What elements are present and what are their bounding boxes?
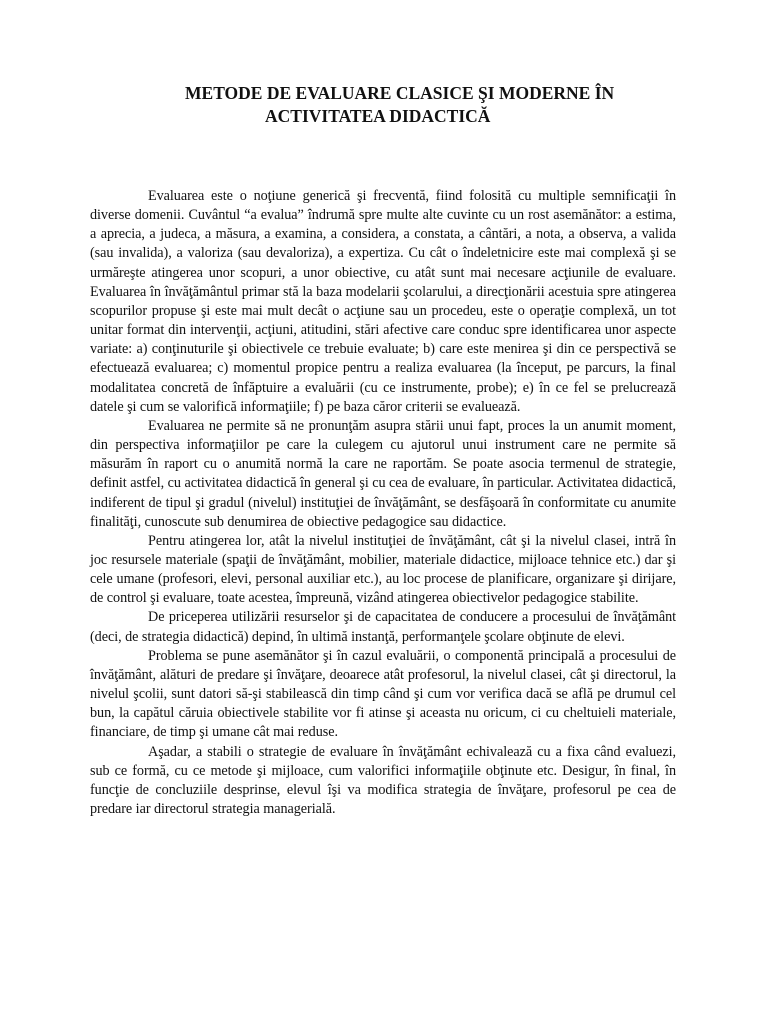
document-title: [185, 82, 655, 128]
paragraph: Problema se pune asemănător şi în cazul evaluării, o componentă principală a procesului de învăţământ, alături de predare şi învăţare, deoarece atât profesorul, la nivelul clasei, cât şi directorul, la nivelul şcolii, sunt datori să-şi stabilească din timp când şi cum vor verifica dacă se află pe drumul cel bun, la capătul căruia obiectivele stabilite vor fi atinse şi aceasta nu oricum, ci cu cheltuieli materiale, financiare, de timp şi umane cât mai reduse.: [90, 647, 676, 741]
paragraph: Pentru atingerea lor, atât la nivelul instituţiei de învăţământ, cât şi la nivelul clasei, intră în joc resursele materiale (spaţii de învăţământ, mobilier, materiale didactice, mijloace tehnice etc.) dar şi cele umane (profesori, elevi, personal auxiliar etc.), au loc procese de planificare, organizare şi dirijare, de control şi evaluare, toate acestea, împreună, vizând atingerea obiectivelor pedagogice stabilite.: [90, 532, 676, 607]
paragraph: Evaluarea ne permite să ne pronunţăm asupra stării unui fapt, proces la un anumit moment, din perspectiva informaţiilor pe care la culegem cu ajutorul unui instrument care ne permite să măsurăm în raport cu o anumită normă la care ne raportăm. Se poate asocia termenul de strategie, definit astfel, cu activitatea didactică în general şi cu cea de evaluare, în particular. Activitatea didactică, indiferent de tipul şi gradul (nivelul) instituţiei de învăţământ, se desfăşoară în conformitate cu anumite finalităţi, cunoscute sub denumirea de obiective pedagogice sau didactice.: [90, 417, 676, 530]
title-line-1: METODE DE EVALUARE CLASICE ŞI MODERNE ÎN: [185, 83, 615, 103]
title-line-2: ACTIVITATEA DIDACTICĂ: [265, 106, 491, 126]
paragraph: Evaluarea este o noţiune generică şi frecventă, fiind folosită cu multiple semnificaţii în diverse domenii. Cuvântul “a evalua” îndrumă spre multe alte cuvinte cu un rost asemănător: a estima, a aprecia, a judeca, a măsura, a examina, a considera, a constata, a cântări, a nota, a observa, a valida (sau invalida), a valoriza (sau devaloriza), a expertiza. Cu cât o îndeletnicire este mai complexă şi se urmăreşte atingerea unor scopuri, a unor obiective, cu atât sunt mai necesare acţiunile de evaluare. Evaluarea în învăţământul primar stă la baza modelarii şcolarului, a direcţionării acestuia spre atingerea scopurilor propuse şi este mai mult decât o acţiune sau un procedeu, este o operaţie complexă, un tot unitar format din intervenţii, acţiuni, atitudini, stări afective care conduc spre identificarea unor aspecte variate: a) conţinuturile şi obiectivele ce trebuie evaluate; b) care este menirea şi din ce perspectivă se efectuează evaluarea; c) momentul propice pentru a realiza evaluarea (la început, pe parcurs, la final modalitatea concretă de înfăptuire a evaluării (cu ce instrumente, probe); e) în ce fel se prelucrează datele şi cum se valorifică informaţiile; f) pe baza căror criterii se evaluează.: [90, 188, 676, 415]
paragraph: De priceperea utilizării resurselor şi de capacitatea de conducere a procesului de învăţământ (deci, de strategia didactică) depind, în ultimă instanţă, performanţele şcolare obţinute de elevi.: [90, 609, 676, 645]
paragraph: Aşadar, a stabili o strategie de evaluare în învăţământ echivalează cu a fixa când evaluezi, sub ce formă, cu ce metode şi mijloace, cum valorifici informaţiile obţinute etc. Desigur, în final, în funcţie de concluziile desprinse, elevul îşi va modifica strategia de învăţare, profesorul pe cea de predare iar directorul strategia managerială.: [90, 743, 676, 817]
document-body: [90, 187, 676, 819]
document-page: [90, 82, 676, 819]
